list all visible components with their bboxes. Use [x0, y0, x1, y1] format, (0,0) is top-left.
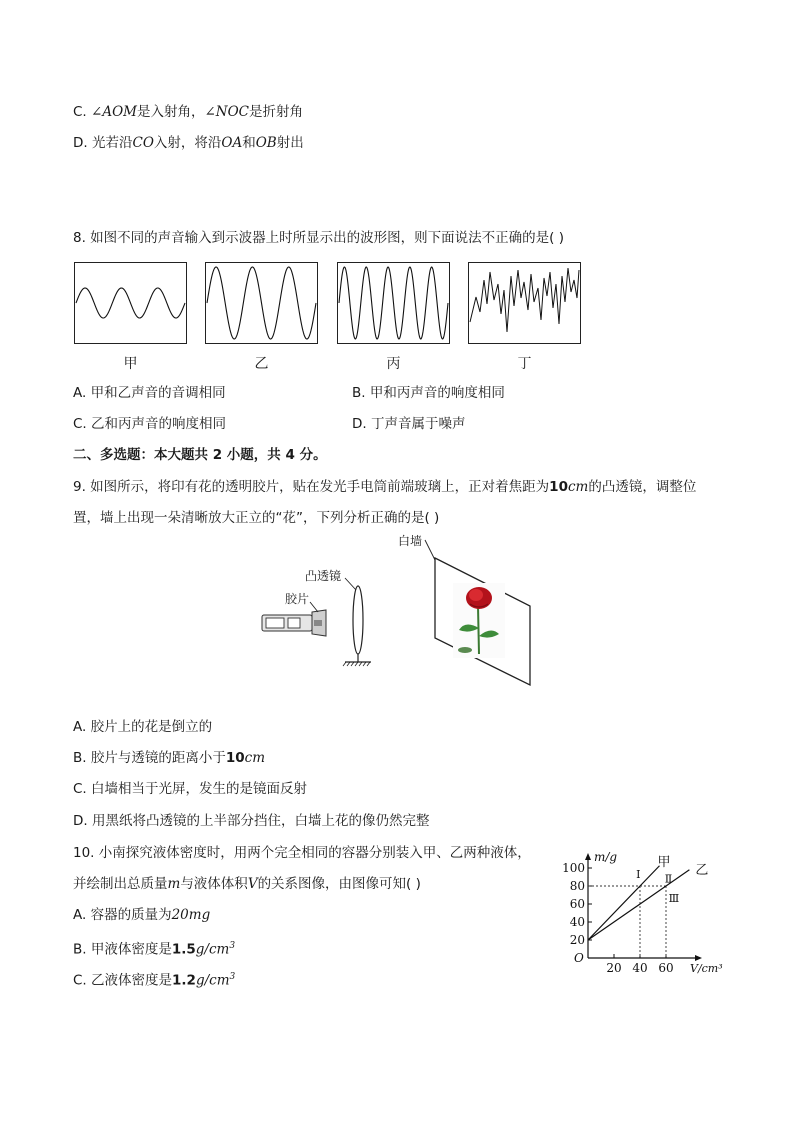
q10-option-c: C. 乙液体密度是$1.2g/cm^3$ — [73, 972, 236, 989]
region-label-2: Ⅱ — [664, 872, 673, 886]
waveform-bing — [337, 262, 450, 344]
label-convex-lens: 凸透镜 — [305, 569, 342, 583]
q8-stem: 8. 如图不同的声音输入到示波器上时所显示出的波形图，则下面说法不正确的是( ) — [73, 230, 564, 246]
q7-option-c: C. ∠AOM是入射角，∠NOC是折射角 — [73, 104, 303, 120]
y-axis-arrow — [585, 853, 591, 860]
y-tick-label: 60 — [569, 897, 585, 911]
x-tick-label: 60 — [658, 961, 674, 975]
q9-option-c: C. 白墙相当于光屏，发生的是镜面反射 — [73, 781, 308, 797]
region-label-3: Ⅲ — [668, 892, 680, 906]
waveform-yi — [205, 262, 318, 344]
q10-stem-line2: 并绘制出总质量m与液体体积V的关系图像，由图像可知( ) — [73, 876, 421, 892]
region-label-1: Ⅰ — [636, 867, 641, 881]
wave-label-bing: 丙 — [386, 356, 401, 372]
series-line-jia — [588, 866, 660, 940]
y-tick-label: 100 — [562, 861, 585, 875]
x-tick-label: 20 — [606, 961, 622, 975]
q8-option-d: D. 丁声音属于噪声 — [352, 416, 466, 432]
y-tick-label: 80 — [569, 879, 585, 893]
label-film: 胶片 — [285, 592, 310, 606]
wave-label-yi: 乙 — [254, 356, 269, 372]
waveform-jia — [74, 262, 187, 344]
waveform-ding — [468, 262, 581, 344]
q8-option-b: B. 甲和丙声音的响度相同 — [352, 385, 505, 401]
x-axis-label: V/cm³ — [690, 962, 723, 975]
origin-label: O — [574, 951, 584, 965]
y-tick-label: 20 — [569, 933, 585, 947]
convex-lens — [353, 586, 363, 654]
wall-pointer-line — [425, 540, 435, 560]
mass-volume-chart — [560, 840, 730, 980]
film-pointer-line — [310, 602, 318, 612]
flashlight — [262, 610, 326, 636]
y-tick-label: 40 — [569, 915, 585, 929]
x-tick-label: 40 — [632, 961, 648, 975]
q10-stem-line1: 10. 小南探究液体密度时，用两个完全相同的容器分别装入甲、乙两种液体， — [73, 845, 531, 861]
section-title-multiple-choice: 二、多选题：本大题共 2 小题，共 4 分。 — [73, 447, 327, 463]
lens-pointer-line — [345, 578, 356, 590]
q10-option-a: A. 容器的质量为20mg — [73, 907, 211, 923]
q8-option-c: C. 乙和丙声音的响度相同 — [73, 416, 227, 432]
x-axis-arrow — [695, 955, 702, 961]
q9-stem-line1: 9. 如图所示，将印有花的透明胶片，贴在发光手电筒前端玻璃上，正对着焦距为10cm的凸透镜，调整位 — [73, 479, 697, 495]
q9-option-d: D. 用黑纸将凸透镜的上半部分挡住，白墙上花的像仍然完整 — [73, 813, 430, 829]
label-white-wall: 白墙 — [398, 534, 423, 548]
q9-stem-line2: 置，墙上出现一朵清晰放大正立的“花”，下列分析正确的是( ) — [73, 510, 440, 526]
q9-option-b: B. 胶片与透镜的距离小于10cm — [73, 750, 266, 766]
wave-label-jia: 甲 — [123, 356, 138, 372]
q9-option-a: A. 胶片上的花是倒立的 — [73, 719, 213, 735]
series-label-jia: 甲 — [657, 854, 671, 870]
q7-option-d: D. 光若沿CO入射，将沿OA和OB射出 — [73, 135, 304, 151]
projection-figure — [250, 528, 540, 693]
wave-label-ding: 丁 — [517, 356, 532, 372]
q8-option-a: A. 甲和乙声音的音调相同 — [73, 385, 226, 401]
q10-option-b: B. 甲液体密度是$1.5g/cm^3$ — [73, 941, 236, 958]
rose-image — [453, 583, 505, 658]
series-label-yi: 乙 — [695, 862, 709, 878]
y-axis-label: m/g — [594, 850, 618, 864]
